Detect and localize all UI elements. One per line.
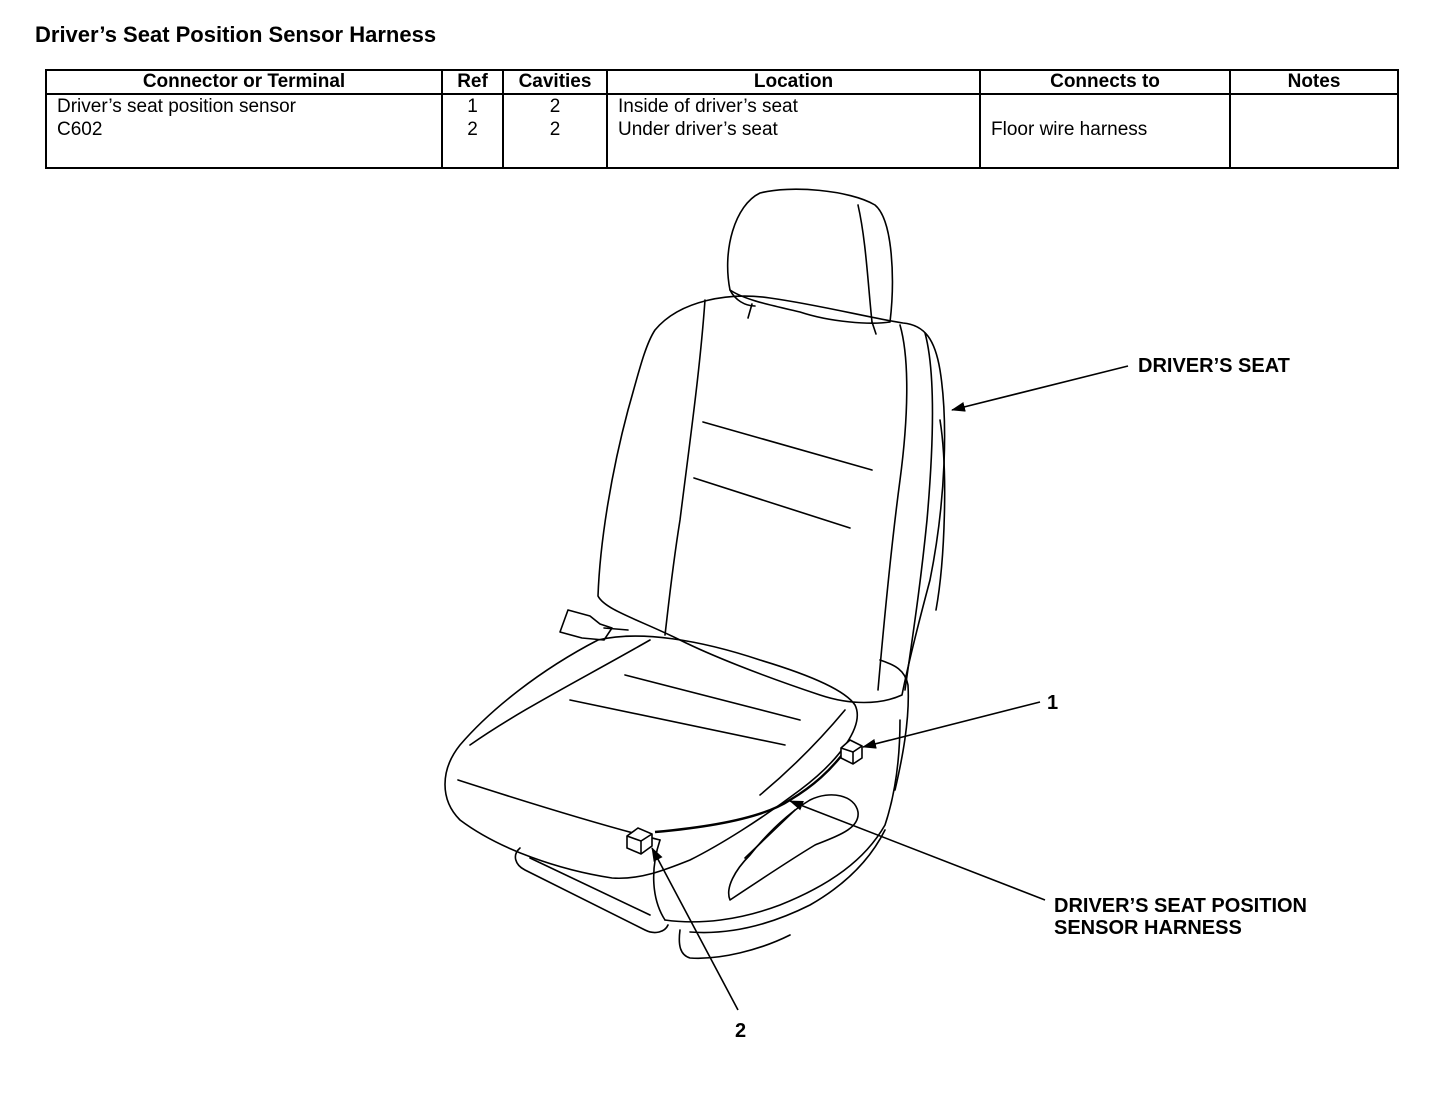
seat-belt-buckle [560, 610, 612, 640]
header-connector: Connector or Terminal [46, 70, 442, 94]
cell-location: Under driver’s seat [607, 118, 980, 141]
cell-connector: Driver’s seat position sensor [57, 96, 297, 117]
seat-back [598, 296, 945, 702]
harness-label-line1: DRIVER’S SEAT POSITION [1054, 895, 1307, 917]
cell-ref: 1 [442, 94, 503, 118]
cell-ref: 2 [442, 118, 503, 141]
drivers-seat-label: DRIVER’S SEAT [1138, 355, 1290, 377]
header-connects-to: Connects to [980, 70, 1230, 94]
ref1-leader [863, 702, 1040, 747]
cell-location: Inside of driver’s seat [607, 94, 980, 118]
header-notes: Notes [1230, 70, 1398, 94]
harness-leader [790, 801, 1045, 900]
cell-connects-to: Floor wire harness [980, 118, 1230, 141]
headrest [728, 189, 893, 323]
ref1-label: 1 [1047, 692, 1059, 714]
page-title: Driver’s Seat Position Sensor Harness [35, 22, 437, 47]
connector-1 [841, 740, 862, 764]
cell-cavities: 2 [503, 94, 607, 118]
drivers-seat-leader [952, 366, 1128, 410]
header-ref: Ref [442, 70, 503, 94]
cell-connector: C602 [57, 119, 103, 140]
harness-label-line2: SENSOR HARNESS [1054, 917, 1242, 939]
harness-wire [655, 755, 842, 832]
ref2-label: 2 [735, 1020, 747, 1042]
cell-cavities: 2 [503, 118, 607, 141]
drivers-seat-illustration [445, 189, 945, 958]
seat-rail [515, 848, 668, 932]
header-cavities: Cavities [503, 70, 607, 94]
header-location: Location [607, 70, 980, 94]
